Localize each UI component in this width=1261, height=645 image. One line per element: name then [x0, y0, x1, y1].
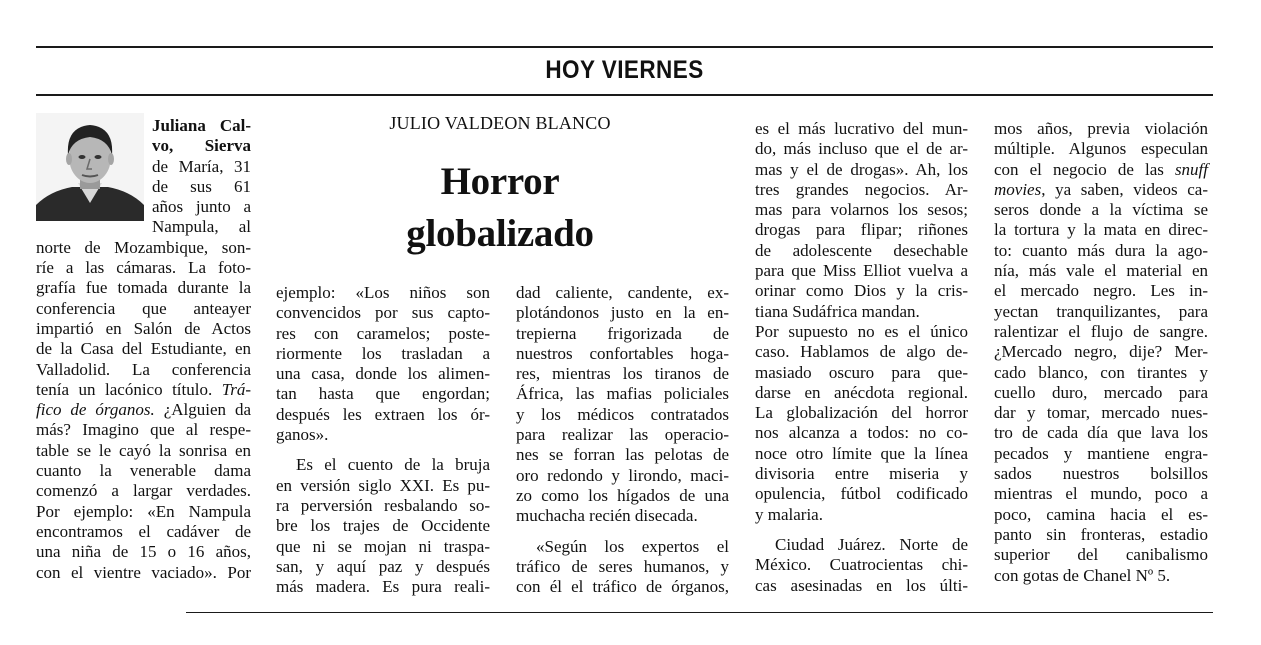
text-line: pecados y mantiene engra- — [994, 443, 1208, 463]
headline — [330, 156, 670, 260]
text-line: con gotas de Chanel Nº 5. — [994, 565, 1171, 585]
text-line: conferencia que anteayer — [36, 298, 251, 318]
headline-line-2: globalizado — [406, 212, 594, 255]
text-line: to: cuanto más dura la ago- — [994, 240, 1208, 260]
byline: JULIO VALDEON BLANCO — [389, 113, 611, 133]
section-title: HOY VIERNES — [545, 56, 704, 84]
text-line: tráfico de seres humanos, y — [516, 556, 729, 576]
text-line: ralentizar el flujo de sangre. — [994, 321, 1208, 341]
text-line: la tortura y la mata en direc- — [994, 220, 1208, 240]
text-line: para realizar las operacio- — [516, 425, 729, 445]
text-line: opulencia, fútbol codificado — [755, 484, 968, 504]
column-1 — [36, 116, 251, 583]
text-line: trepierna frigorizada de — [516, 323, 729, 343]
text-line: más madera. Es pura reali- — [276, 577, 490, 597]
text-line: tenía un lacónico título. Trá- — [36, 379, 251, 399]
column-4 — [755, 119, 968, 596]
text-line: noce otro límite que la línea — [755, 443, 968, 463]
text-line: múltiple. Algunos especulan — [994, 139, 1208, 159]
text-line: riormente los trasladan a — [276, 343, 490, 363]
text-line: Valladolid. La conferencia — [36, 359, 251, 379]
text-line: vo, Sierva — [152, 136, 251, 156]
text-line: muchacha recién disecada. — [516, 506, 698, 526]
text-line: «Según los expertos el — [536, 536, 729, 556]
text-line: poco, camina hacia el es- — [994, 504, 1208, 524]
text-line: do, más incluso que el de ar- — [755, 139, 968, 159]
text-line: y malaria. — [755, 504, 823, 524]
text-line: La globalización del horror — [755, 403, 968, 423]
text-line: de la Casa del Estudiante, en — [36, 339, 251, 359]
text-line: más? Imagino que al respe- — [36, 420, 251, 440]
text-line: comenzó a largar verdades. — [36, 481, 251, 501]
text-line: bre los trajes de Occidente — [276, 516, 490, 536]
column-3 — [516, 283, 729, 597]
text-line: caso. Hablamos de algo de- — [755, 342, 968, 362]
text-line: con él el tráfico de órganos, — [516, 577, 729, 597]
text-line: mos años, previa violación — [994, 119, 1208, 138]
text-line: de adolescente desechable — [755, 240, 968, 260]
text-line: ganos». — [276, 425, 329, 445]
text-line: res, mientras los tiranos de — [516, 364, 729, 384]
column-5 — [994, 119, 1208, 586]
text-line: nía, más vale el material en — [994, 261, 1208, 281]
text-line: después les extraen los ór- — [276, 404, 490, 424]
text-line: ejemplo: «Los niños son — [276, 283, 490, 302]
text-line: dad caliente, candente, ex- — [516, 283, 729, 302]
text-line: y los médicos contratados — [516, 404, 729, 424]
text-line: México. Cuatrocientas chi- — [755, 555, 968, 575]
text-line: Juliana Cal- — [152, 116, 251, 135]
text-line: mas para volarnos los sesos; — [755, 200, 968, 220]
text-line: con el vientre vaciado». Por — [36, 562, 251, 582]
text-line: convencidos por sus captо- — [276, 303, 490, 323]
text-line: superior del canibalismo — [994, 545, 1208, 565]
text-line: yectan tranquilizantes, para — [994, 301, 1208, 321]
text-line: zo como los hígados de una — [516, 485, 729, 505]
text-line: cuanto la venerable dama — [36, 461, 251, 481]
text-line: en versión siglo XXI. Es pu- — [276, 475, 490, 495]
text-line: res con caramelos; poste- — [276, 323, 490, 343]
text-line: nuestros confortables hoga- — [516, 343, 729, 363]
text-line: Por supuesto no es el único — [755, 321, 968, 341]
text-line: cuello duro, mercado para — [994, 382, 1208, 402]
column-2 — [276, 283, 490, 597]
text-line: divisoria entre miseria y — [755, 464, 968, 484]
text-line: oro redondo y lirondo, maci- — [516, 465, 729, 485]
text-line: que ni se mojan ni traspa- — [276, 536, 490, 556]
text-line: panto sin fronteras, estadio — [994, 524, 1208, 544]
text-line: tiana Sudáfrica mandan. — [755, 301, 920, 321]
top-rule — [36, 46, 1213, 48]
text-line: mientras el mundo, poco a — [994, 484, 1208, 504]
text-line: seros donde a la víctima se — [994, 200, 1208, 220]
headline-line-1: Horror — [440, 160, 560, 203]
text-line: encontramos el cadáver de — [36, 521, 251, 541]
text-line: una niña de 15 o 16 años, — [36, 542, 251, 562]
text-line: nes se forran las pelotas de — [516, 445, 729, 465]
text-line: tres grandes negocios. Ar- — [755, 179, 968, 199]
text-line: ríe a las cámaras. La foto- — [36, 258, 251, 278]
text-line: table se le cayó la sonrisa en — [36, 440, 251, 460]
text-line: fico de órganos. ¿Alguien da — [36, 400, 251, 420]
text-line: nos alcanza a todos: no co- — [755, 423, 968, 443]
text-line: ra perversión resbalando so- — [276, 495, 490, 515]
text-line: Por ejemplo: «En Nampula — [36, 501, 251, 521]
text-line: mas y el de drogas». Ah, los — [755, 159, 968, 179]
text-line: ¿Mercado negro, dije? Mer- — [994, 342, 1208, 362]
text-line: de sus 61 — [152, 176, 251, 196]
text-line: Es el cuento de la bruja — [296, 455, 490, 475]
text-line: con el negocio de las snuff — [994, 159, 1208, 179]
text-line: dar y tomar, mercado nues- — [994, 403, 1208, 423]
text-line: orinar como Dios y la cris- — [755, 281, 968, 301]
text-line: es el más lucrativo del mun- — [755, 119, 968, 138]
text-line: Nampula, al — [152, 217, 251, 237]
text-line: de María, 31 — [152, 156, 251, 176]
text-line: san, y aquí paz y después — [276, 556, 490, 576]
text-line: drogas para flipar; riñones — [755, 220, 968, 240]
text-line: tan hasta que engordan; — [276, 384, 490, 404]
text-line: para que Miss Elliot vuelva a — [755, 261, 968, 281]
text-line: una casa, donde los alimen- — [276, 364, 490, 384]
text-line: el mercado negro. Les in- — [994, 281, 1208, 301]
section-rule — [36, 94, 1213, 96]
bottom-rule — [186, 612, 1213, 613]
text-line: norte de Mozambique, son- — [36, 237, 251, 257]
text-line: Ciudad Juárez. Norte de — [775, 534, 968, 554]
text-line: cas asesinadas en los últi- — [755, 575, 968, 595]
text-line: masiado oscuro para que- — [755, 362, 968, 382]
text-line: plotándonos justo en la en- — [516, 303, 729, 323]
text-line: África, las mafias policiales — [516, 384, 729, 404]
text-line: cado blanco, con tirantes y — [994, 362, 1208, 382]
text-line: años junto a — [152, 197, 251, 217]
text-line: sados nuestros bolsillos — [994, 464, 1208, 484]
text-line: grafía fue tomada durante la — [36, 278, 251, 298]
text-line: impartió en Salón de Actos — [36, 318, 251, 338]
text-line: darse en anécdota regional. — [755, 382, 968, 402]
text-line: movies, ya saben, videos ca- — [994, 179, 1208, 199]
text-line: tro de cada día que lava los — [994, 423, 1208, 443]
